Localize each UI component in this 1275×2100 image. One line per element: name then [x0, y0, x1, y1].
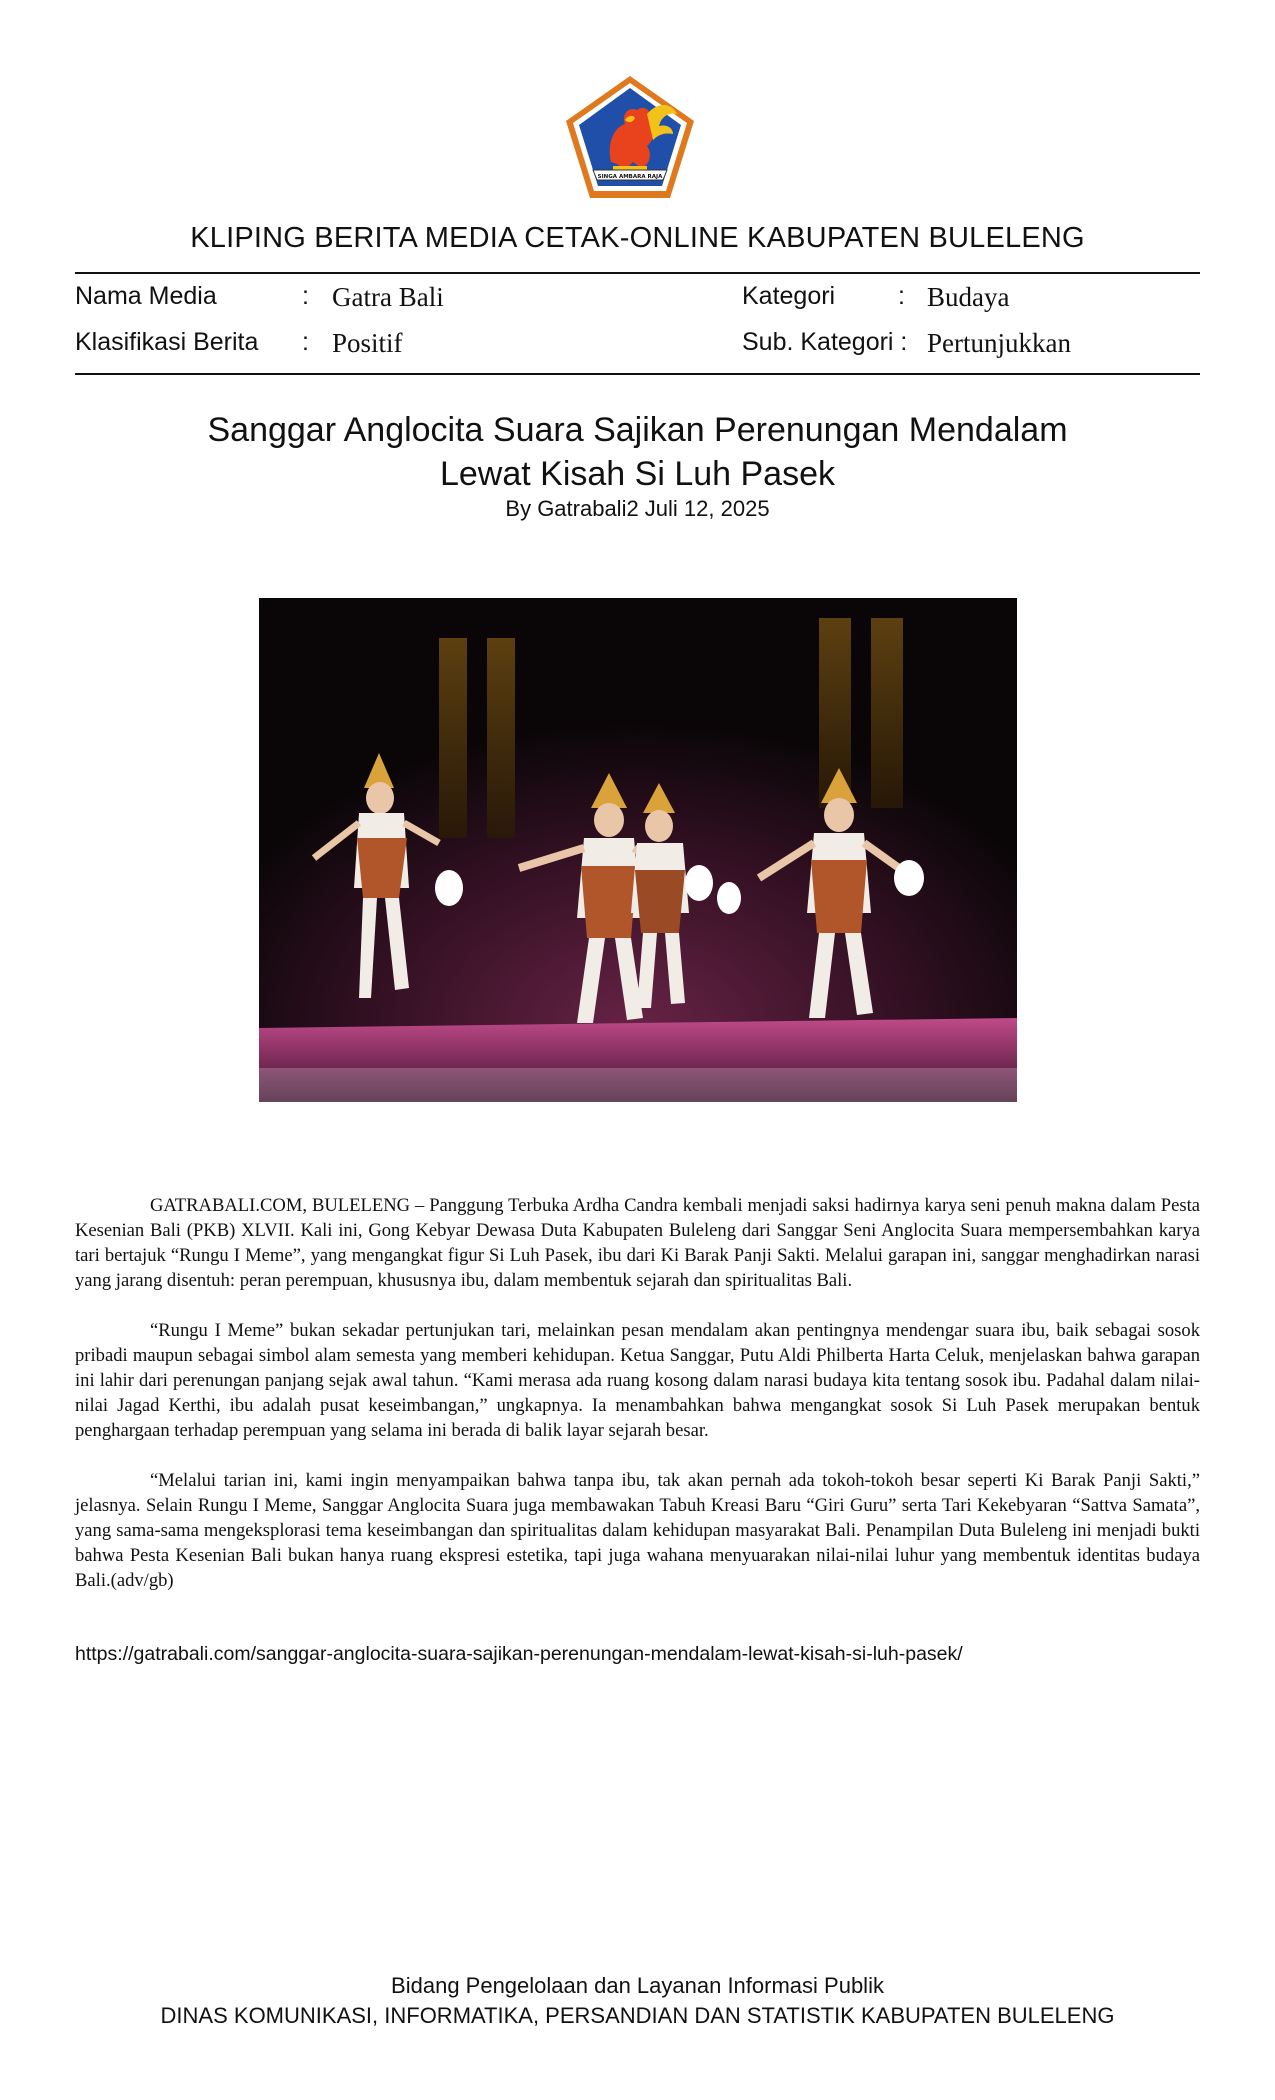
- article-paragraph-3: “Melalui tarian ini, kami ingin menyampaikan bahwa tanpa ibu, tak akan pernah ada tokoh-tokoh besar seperti Ki Barak Panji Sakti,” jelasnya. Selain Rungu I Meme, Sanggar Anglocita Suara juga membawakan Tabuh Kreasi Baru “Giri Guru” serta Tari Kekebyaran “Sattva Samata”, yang sama-sama mengeksplorasi tema keseimbangan dan spiritualitas dalam kehidupan masyarakat Bali. Penampilan Duta Buleleng ini menjadi bukti bahwa Pesta Kesenian Bali bukan hanya ruang ekspresi estetika, tapi juga wahana menyuarakan nilai-nilai luhur yang membentuk identitas budaya Bali.(adv/gb): [75, 1470, 1200, 1591]
- article-title: [0, 408, 1275, 496]
- kategori-colon: :: [898, 282, 905, 310]
- article-paragraph-1: GATRABALI.COM, BULELENG – Panggung Terbuka Ardha Candra kembali menjadi saksi hadirnya karya seni penuh makna dalam Pesta Kesenian Bali (PKB) XLVII. Kali ini, Gong Kebyar Dewasa Duta Kabupaten Buleleng dari Sanggar Seni Anglocita Suara mempersembahkan karya tari bertajuk “Rungu I Meme”, yang mengangkat figur Si Luh Pasek, ibu dari Ki Barak Panji Sakti. Melalui garapan ini, sanggar menghadirkan narasi yang jarang disentuh: peran perempuan, khususnya ibu, dalam membentuk sejarah dan spiritualitas Bali.: [75, 1195, 1200, 1291]
- sub-kategori-label: Sub. Kategori :: [742, 328, 908, 356]
- article-byline: By Gatrabali2 Juli 12, 2025: [505, 496, 770, 521]
- svg-text:SINGA AMBARA RAJA: SINGA AMBARA RAJA: [597, 174, 663, 180]
- article-title-line-2: Lewat Kisah Si Luh Pasek: [439, 455, 836, 493]
- kabupaten-buleleng-logo: [563, 74, 697, 200]
- article-paragraph-2: “Rungu I Meme” bukan sekadar pertunjukan tari, melainkan pesan mendalam akan pentingnya mendengar suara ibu, baik sebagai sosok pribadi maupun sebagai simbol alam semesta yang memberi kehidupan. Ketua Sanggar, Putu Aldi Philberta Harta Celuk, menjelaskan bahwa garapan ini lahir dari perenungan panjang sejak awal tahun. “Kami merasa ada ruang kosong dalam narasi budaya kita tentang sosok ibu. Padahal dalam nilai-nilai Jagad Kerthi, ibu adalah pusat keseimbangan,” ungkapnya. Ia menambahkan bahwa mengangkat sosok Si Luh Pasek merupakan bentuk penghargaan terhadap perempuan yang selama ini berada di balik layar sejarah besar.: [75, 1320, 1200, 1441]
- footer-line-1: Bidang Pengelolaan dan Layanan Informasi Publik: [391, 1973, 884, 1998]
- klasifikasi-label: Klasifikasi Berita: [75, 328, 259, 356]
- kategori-value: Budaya: [927, 282, 1010, 312]
- klasifikasi-value: Positif: [332, 328, 403, 358]
- source-url-link[interactable]: https://gatrabali.com/sanggar-anglocita-suara-sajikan-perenungan-mendalam-lewat-kisah-si-luh-pasek/: [75, 1643, 963, 1665]
- media-label: Nama Media: [75, 282, 217, 310]
- article-body: [75, 1193, 1200, 1618]
- media-colon: :: [302, 282, 309, 310]
- article-photo: [259, 598, 1017, 1102]
- sub-kategori-value: Pertunjukkan: [927, 328, 1071, 358]
- article-title-line-1: Sanggar Anglocita Suara Sajikan Perenungan Mendalam: [207, 411, 1068, 449]
- document-heading: KLIPING BERITA MEDIA CETAK-ONLINE KABUPATEN BULELENG: [190, 222, 1085, 254]
- bottom-divider: [75, 373, 1200, 375]
- media-value: Gatra Bali: [332, 282, 444, 312]
- kategori-label: Kategori: [742, 282, 836, 310]
- footer-line-2: DINAS KOMUNIKASI, INFORMATIKA, PERSANDIAN DAN STATISTIK KABUPATEN BULELENG: [160, 2003, 1115, 2028]
- top-divider: [75, 272, 1200, 274]
- klasifikasi-colon: :: [302, 328, 309, 356]
